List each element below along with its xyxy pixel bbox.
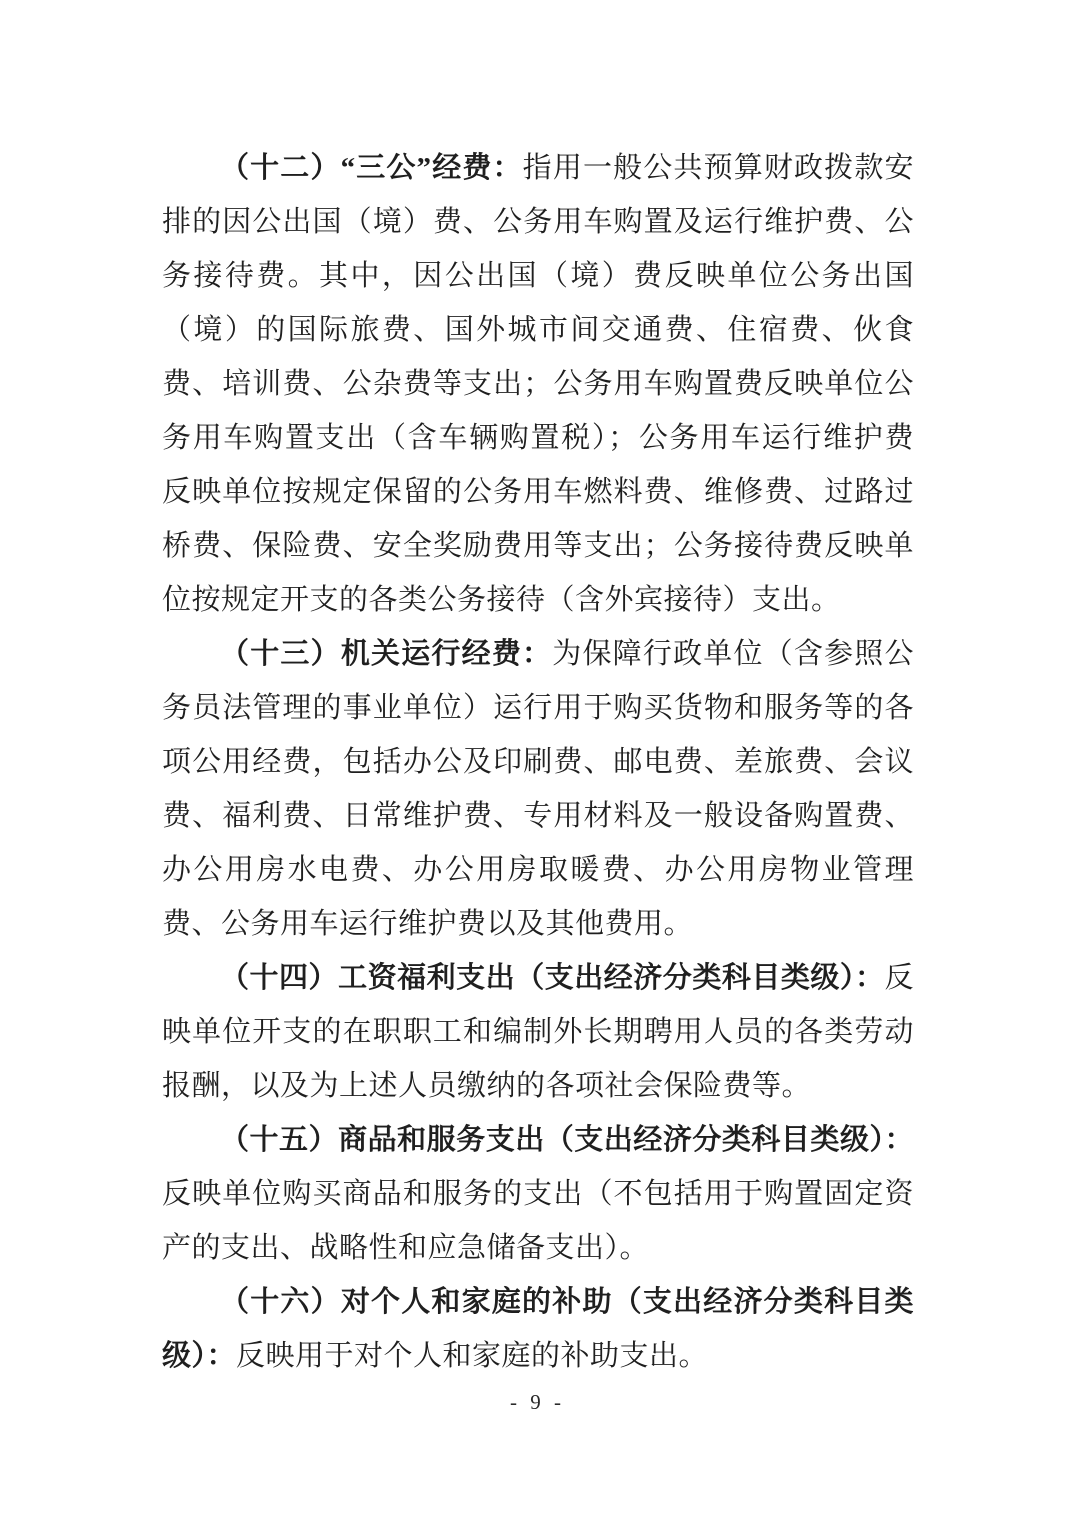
page-number: - 9 - <box>510 1390 565 1414</box>
paragraph-heading: （十六）对个人和家庭的补助（支出经济分类科目类级）： <box>162 1286 914 1372</box>
paragraph-heading: （十五）商品和服务支出（支出经济分类科目类级）： <box>220 1124 914 1156</box>
paragraph-14-wage-welfare-expenditure <box>162 951 914 1113</box>
paragraph-text: 为保障行政单位（含参照公务员法管理的事业单位）运行用于购买货物和服务等的各项公用经费，包括办公及印刷费、邮电费、差旅费、会议费、福利费、日常维护费、专用材料及一般设备购置费、办公用房水电费、办公用房取暖费、办公用房物业管理费、公务用车运行维护费以及其他费用。 <box>162 638 914 940</box>
paragraph-13-agency-operating-funds <box>162 627 914 951</box>
paragraph-text: 反映单位开支的在职职工和编制外长期聘用人员的各类劳动报酬，以及为上述人员缴纳的各项社会保险费等。 <box>162 962 914 1102</box>
paragraph-15-goods-services-expenditure <box>162 1113 914 1275</box>
paragraph-heading: （十四）工资福利支出（支出经济分类科目类级）： <box>220 962 885 994</box>
paragraph-12-sangong-expenses <box>162 141 914 627</box>
paragraph-text: 反映用于对个人和家庭的补助支出。 <box>236 1340 709 1372</box>
paragraph-16-individual-family-subsidies <box>162 1275 914 1383</box>
document-body <box>162 141 914 1383</box>
paragraph-text: 指用一般公共预算财政拨款安排的因公出国（境）费、公务用车购置及运行维护费、公务接待费。其中，因公出国（境）费反映单位公务出国（境）的国际旅费、国外城市间交通费、住宿费、伙食费、培训费、公杂费等支出；公务用车购置费反映单位公务用车购置支出（含车辆购置税）；公务用车运行维护费反映单位按规定保留的公务用车燃料费、维修费、过路过桥费、保险费、安全奖励费用等支出；公务接待费反映单位按规定开支的各类公务接待（含外宾接待）支出。 <box>162 152 914 616</box>
paragraph-text: 反映单位购买商品和服务的支出（不包括用于购置固定资产的支出、战略性和应急储备支出）。 <box>162 1178 914 1264</box>
paragraph-heading: （十三）机关运行经费： <box>220 638 553 670</box>
paragraph-heading: （十二）“三公”经费： <box>220 152 523 184</box>
